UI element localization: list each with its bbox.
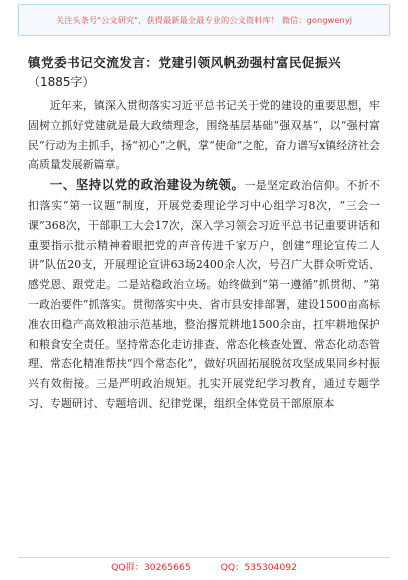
document-title: 镇党委书记交流发言：党建引领风帆劲强村富民促振兴 xyxy=(28,55,342,70)
intro-paragraph: 近年来，镇深入贯彻落实习近平总书记关于党的建设的重要思想，牢固树立抓好党建就是最大政绩理念，围绕基层基础“强双基”，以“强村富民”行动为主抓手，扬“初心”之帆，掌“使命”之舵，奋力谱写x镇经济社会高质量发展新篇章。 xyxy=(28,99,380,172)
document-body xyxy=(28,96,380,414)
contact-footer xyxy=(18,557,390,574)
section-1-paragraph xyxy=(28,175,380,414)
qq-number: QQ：535304092 xyxy=(220,562,297,573)
section-heading: 一、坚持以党的政治建设为统领。 xyxy=(49,177,245,193)
promo-banner xyxy=(18,4,390,36)
qq-group: QQ群：30265665 xyxy=(111,562,191,573)
word-count: （1885字） xyxy=(28,75,95,89)
section-1-body: 一是坚定政治信仰。不折不扣落实“第一议题”制度，开展党委理论学习中心组学习8次，“三会一课”368次，干部职工大会17次，深入学习领会习近平总书记重要讲话和重要指示批示精神着眼把党的声音传进千家万户，创建“理论宣传二人讲”队伍20支，开展理论宣讲63场2400余人次，号召广大群众听党话、感党恩、跟党走。二是站稳政治立场。始终做到“第一遵循”抓贯彻、“第一政治要件”抓落实。贯彻落实中央、省市县安排部署，建设1500亩高标准农田稳产高效粮油示范基地，整治撂荒耕地1500余亩，扛牢耕地保护和粮食安全责任。坚持常态化走访排查、常态化核查处置、常态化动态管理、常态化精准帮扶“四个常态化”，做好巩固拓展脱贫攻坚成果同乡村振兴有效衔接。三是严明政治规矩。扎实开展党纪学习教育，通过专题学习、专题研讨、专题培训、纪律党课，组织全体党员干部原原本 xyxy=(28,179,380,410)
promo-banner-text: 关注头条号"公文研究"，获得最新最全最专业的公文资料库！ 微信：gongwenyj xyxy=(55,14,353,25)
